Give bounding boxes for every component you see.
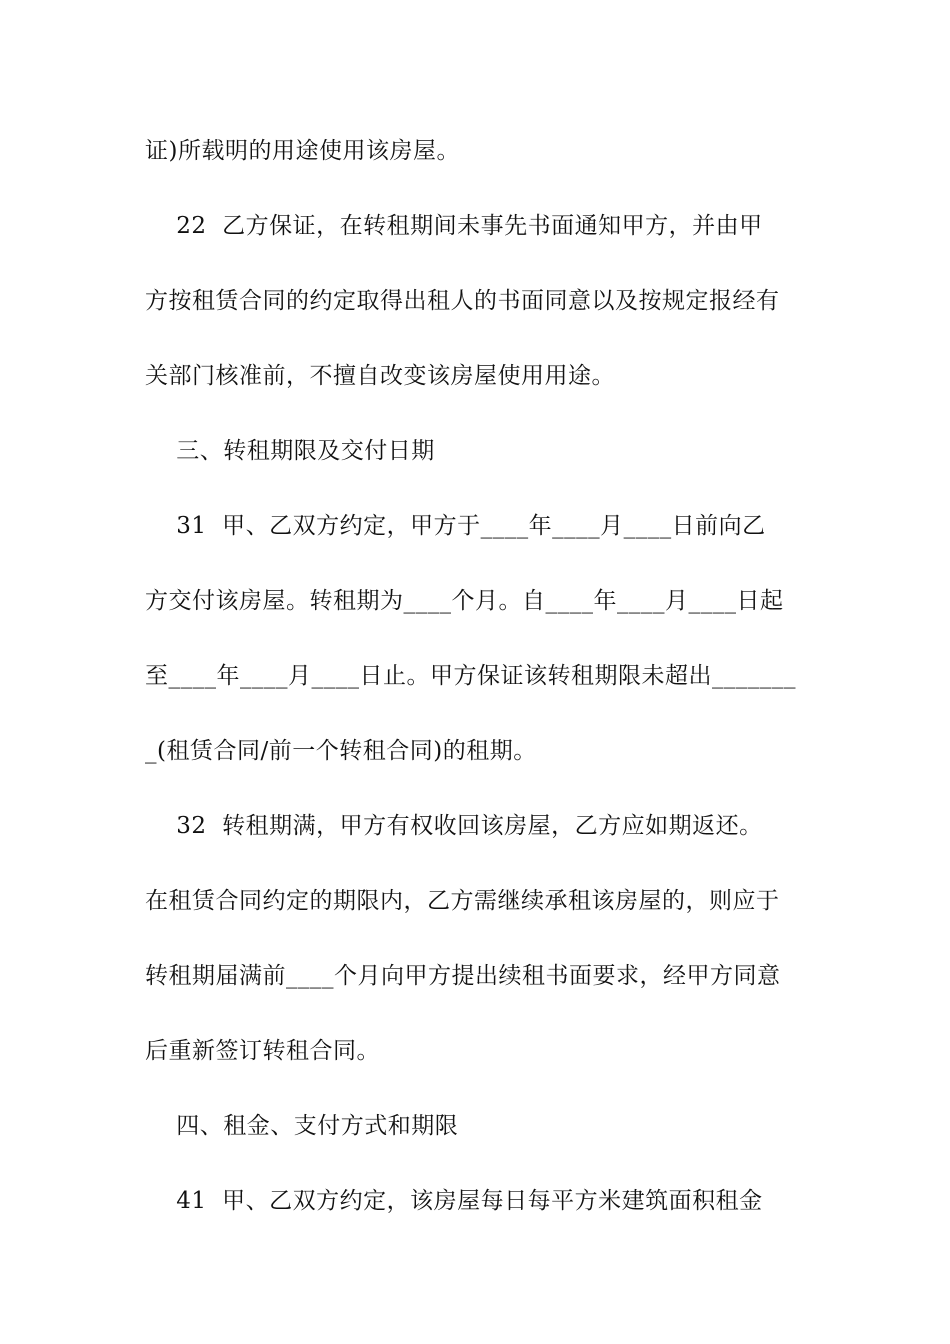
text-line-7: 方交付该房屋。转租期为____个月。自____年____月____日起: [145, 588, 784, 614]
text-line-3: 方按租赁合同的约定取得出租人的书面同意以及按规定报经有: [145, 288, 780, 314]
text-line-11: 在租赁合同约定的期限内，乙方需继续承租该房屋的，则应于: [145, 888, 780, 914]
text-line-13: 后重新签订转租合同。: [145, 1038, 380, 1064]
text-line-8: 至____年____月____日止。甲方保证该转租期限未超出_______: [145, 663, 796, 689]
text-line-4: 关部门核准前，不擅自改变该房屋使用用途。: [145, 363, 615, 389]
text-line-10: 32 转租期满，甲方有权收回该房屋，乙方应如期返还。: [145, 813, 763, 839]
text-line-15: 41 甲、乙双方约定，该房屋每日每平方米建筑面积租金: [145, 1188, 763, 1214]
text-line-9: _(租赁合同/前一个转租合同)的租期。: [145, 738, 537, 764]
text-line-12: 转租期届满前____个月向甲方提出续租书面要求，经甲方同意: [145, 963, 781, 989]
section-heading-3: 三、转租期限及交付日期: [145, 438, 435, 464]
text-line-6: 31 甲、乙双方约定，甲方于____年____月____日前向乙: [145, 513, 766, 539]
section-heading-4: 四、租金、支付方式和期限: [145, 1113, 459, 1139]
text-line-2: 22 乙方保证，在转租期间未事先书面通知甲方，并由甲: [145, 213, 763, 239]
text-line-1: 证)所载明的用途使用该房屋。: [145, 138, 460, 164]
